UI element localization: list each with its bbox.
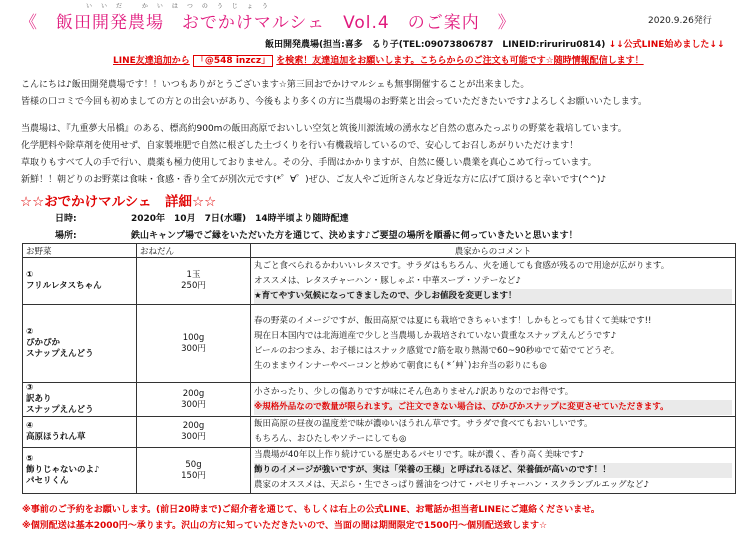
- table-row: [23, 448, 736, 494]
- vegetable-name: 訳あり: [26, 394, 52, 404]
- comment-line: 飯田高原の昼夜の温度差で味が濃ゆいほうれん草です。サラダで食べてもおいしいです。: [254, 419, 593, 429]
- header-vegetable: お野菜: [23, 244, 137, 258]
- price-text: 1玉: [186, 270, 201, 280]
- comment-line: ※規格外品なので数量が限られます。ご注文できない場合は、ぴかぴかスナップに変更させていただきます。: [254, 400, 732, 415]
- comment-line: もちろん、おひたしやソテーにしても◎: [254, 434, 407, 444]
- table-row: [23, 305, 736, 383]
- price-cell: [137, 258, 251, 305]
- comment-cell: [251, 383, 736, 417]
- intro-paragraph-2: 皆様の口コミで今回も初めましての方との出会いがあり、今後もより多くの方に当農場のお野菜と出会っていただきたいです♪よろしくお願いいたします。: [21, 97, 648, 107]
- comment-line: ★育てやすい気候になってきましたので、少しお値段を変更します！: [254, 289, 732, 304]
- date-label: 日時:: [55, 214, 77, 224]
- price-cell: [137, 448, 251, 494]
- price-text: 200g: [182, 421, 205, 431]
- price-cell: [137, 417, 251, 448]
- contact-info: 飯田開発農場(担当:喜多 るり子(TEL:09073806787 LINEID:riruriru0814): [265, 40, 606, 50]
- price-text: 50g: [185, 459, 202, 470]
- issue-date: 2020.9.26発行: [648, 16, 712, 26]
- line-add-suffix: を検索！友達追加をお願いします。こちらからのご注文も可能です☆随時情報配信します！: [276, 56, 644, 66]
- vegetable-cell: [23, 305, 137, 383]
- price-text: 250円: [181, 281, 206, 291]
- intro-paragraph-3: 当農場は、『九重夢大吊橋』のある、標高約900mの飯田高原でおいしい空気と筑後川源流域の湧水など自然の恵みたっぷりの野菜を栽培しています。: [21, 124, 627, 134]
- comment-line: 小さかったり、少しの傷ありですが味にそん色ありません♪訳ありなのでお得です。: [254, 386, 574, 397]
- vegetable-name: 飾りじゃないのよ♪: [26, 465, 100, 475]
- product-table: [22, 243, 736, 494]
- header-price: おねだん: [137, 244, 251, 258]
- contact-line: [265, 37, 725, 50]
- intro-paragraph-4: 化学肥料や除草剤を使用せず、自家製堆肥で自然に根ざした土づくりを行い有機栽培しているので、安心してお召しあがりいただけます！: [21, 141, 579, 151]
- line-id[interactable]: 「@548 inzcz」: [193, 55, 273, 67]
- table-row: [23, 383, 736, 417]
- vegetable-cell: [23, 417, 137, 448]
- place-label: 場所:: [55, 231, 77, 241]
- price-text: 300円: [181, 343, 206, 354]
- comment-cell: [251, 305, 736, 383]
- title-ruby: いいだ かいはつのうじょう: [86, 3, 277, 10]
- comment-line: 丸ごと食べられるかわいいレタスです。サラダはもちろん、火を通しても食感が残るので用途が広がります。: [254, 260, 670, 271]
- line-add-prefix: LINE友達追加から: [113, 56, 190, 66]
- table-row: [23, 258, 736, 305]
- price-text: 150円: [181, 470, 206, 481]
- item-number: ④: [26, 421, 34, 431]
- official-line-notice: ↓↓公式LINE始めました↓↓: [608, 40, 725, 50]
- price-cell: [137, 383, 251, 417]
- header-comment: 農家からのコメント: [251, 244, 736, 258]
- vegetable-name: パセリくん: [26, 476, 69, 486]
- price-text: 300円: [181, 399, 206, 410]
- place-value: 鉄山キャンプ場でご縁をいただいた方を通じて、決めます♪ご要望の場所を順番に伺っていきたいと思います！: [131, 231, 578, 241]
- intro-paragraph-1: こんにちは♪飯田開発農場です！！いつもありがとうございます☆第三回おでかけマルシェも無事開催することが出来ました。: [21, 80, 530, 90]
- vegetable-cell: [23, 448, 137, 494]
- intro-paragraph-6: 新鮮！！朝どりのお野菜は食味・食感・香り全てが別次元です(*゜∀゜)ぜひ、ご友人やご近所さんなど身近な方に広げて頂けると幸いです(^^)♪: [21, 175, 607, 185]
- comment-line: 農家のオススメは、天ぷら・生でさっぱり醤油をつけて・パセリチャーハン・スクランブルエッグなど♪: [254, 480, 649, 490]
- comment-line: 現在日本国内では北海道産で少しと当農場しか栽培されていない貴重なスナップえんどうです♪: [254, 330, 617, 341]
- comment-line: 春の野菜のイメージですが、飯田高原では夏にも栽培できちゃいます！しかもとっても甘くて美味です!!: [254, 315, 652, 326]
- item-number: ③: [26, 383, 34, 393]
- intro-paragraph-5: 草取りもすべて人の手で行い、農薬も極力使用しておりません。その分、手間はかかりますが、自然に優しい農業を真心こめて行っています。: [21, 158, 597, 168]
- comment-line: 飾りのイメージが強いですが、実は「栄養の王様」と呼ばれるほど、栄養価が高いのです！！: [254, 463, 732, 478]
- price-text: 200g: [182, 388, 205, 399]
- comment-line: オススメは、レタスチャーハン・豚しゃぶ・中華スープ・ソテーなど♪: [254, 275, 521, 286]
- date-value: 2020年 10月 7日(水曜) 14時半頃より随時配達: [131, 214, 349, 224]
- table-header-row: [23, 244, 736, 258]
- table-row: [23, 417, 736, 448]
- vegetable-cell: [23, 258, 137, 305]
- comment-line: 当農場が40年以上作り続けている歴史あるパセリです。味が濃く、香り高く美味です♪: [254, 450, 584, 460]
- comment-cell: [251, 258, 736, 305]
- line-add-notice: [113, 53, 644, 66]
- item-number: ⑤: [26, 454, 34, 464]
- vegetable-name: 高原ほうれん草: [26, 432, 86, 442]
- vegetable-name: スナップえんどう: [26, 405, 94, 415]
- details-heading: ☆☆おでかけマルシェ 詳細☆☆: [20, 194, 217, 210]
- item-number: ①: [26, 270, 34, 280]
- vegetable-name: スナップえんどう: [26, 349, 94, 359]
- price-cell: [137, 305, 251, 383]
- reservation-note: ※事前のご予約をお願いします。(前日20時まで)ご紹介者を通じて、もしくは右上の公式LINE、お電話か担当者LINEにご連絡くださいませ。: [22, 505, 600, 515]
- item-number: ②: [26, 327, 34, 337]
- vegetable-name: ぴかぴか: [26, 338, 61, 348]
- comment-cell: [251, 417, 736, 448]
- vegetable-name: フリルレタスちゃん: [26, 281, 102, 291]
- comment-cell: [251, 448, 736, 494]
- comment-line: 生のままウインナーやベーコンと炒めて朝食にも( *´艸`)お弁当の彩りにも◎: [254, 360, 547, 371]
- price-text: 300円: [181, 432, 206, 442]
- page-title: 《 飯田開発農場 おでかけマルシェ Vol.4 のご案内 》: [20, 13, 516, 33]
- comment-line: ビールのおつまみ、お子様にはスナック感覚で♪筋を取り熱湯で60~90秒ゆでて茹でてどうぞ。: [254, 345, 620, 356]
- price-text: 100g: [182, 332, 205, 343]
- delivery-note: ※個別配送は基本2000円～承ります。沢山の方に知っていただきたいので、当面の間は期間限定で1500円～個別配送致します☆: [22, 521, 548, 531]
- vegetable-cell: [23, 383, 137, 417]
